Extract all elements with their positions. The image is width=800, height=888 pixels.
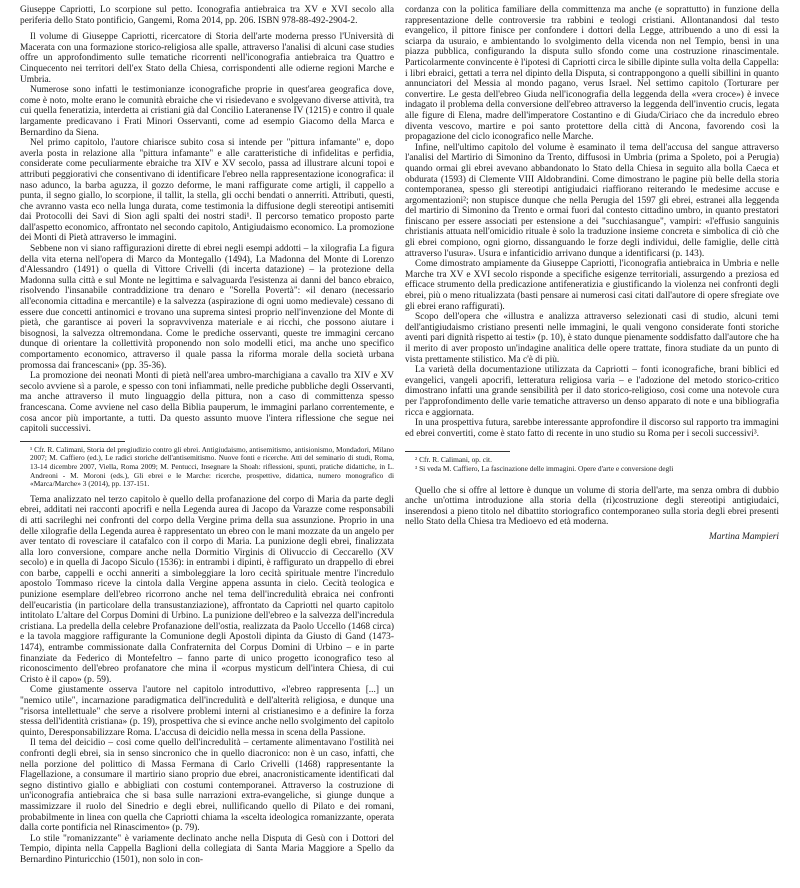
paragraph: Sebbene non vi siano raffigurazioni dirette di ebrei negli esempi addotti – la xilografia La figura della vita eterna nell'opera di Marco da Montegallo (1494), La Madonna del Monte di Lorenzo d'Alessandro (1491) o quella di Vittore Crivelli (di incerta datazione) – la protezione della Madonna sulla città e sul Monte ne legittima e salvaguarda l'esistenza ai danni del banco ebraico, risolvendo l'insanabile contraddizione tra denaro e "Sorella Povertà": «il denaro (necessario all'economia cittadina e mercantile) e la salvezza (aspirazione di ogni uomo medievale) cessano di essere due concetti antinomici e trovano una suprema sintesi proprio nell'invenzione del Monte di pietà, che garantisce ai poveri la sopravvivenza materiale e ai ricchi, che possono aiutare i bisognosi, la salvezza oltremondana. Come le prediche osservanti, queste tre immagini cercano dunque di orientare la collettività proponendo non solo modelli etici, ma anche uno specifico comportamento economico, attraverso il quale passa la riforma morale della società urbana promossa dai francescani» (pp. 35-36).	[20, 244, 394, 371]
paragraph: Il volume di Giuseppe Capriotti, ricercatore di Storia dell'arte moderna presso l'Università di Macerata con una formazione storico-religiosa alle spalle, attraverso l'analisi di alcuni case studies offre un approfondimento sulle tematiche ricorrenti nell'iconografia antiebraica tra Quattro e Cinquecento nei territori dell'ex Stato della Chiesa, corrispondenti alle odierne regioni Marche e Umbria.	[20, 32, 394, 85]
footnote-rule	[405, 451, 510, 452]
book-citation-header: Giuseppe Capriotti, Lo scorpione sul petto. Iconografia antiebraica tra XV e XVI secolo alla periferia dello Stato pontificio, Gangemi, Roma 2014, pp. 206. ISBN 978-88-492-2904-2.	[20, 5, 394, 26]
paragraph: cordanza con la politica familiare della committenza ma anche (e soprattutto) in funzione della rappresentazione delle controversie tra rabbini e teologi cristiani. Allontanandosi dal testo evangelico, il pittore finisce per confondere i dottori della Legge, attribuendo a uno di essi la sciarpa da usuraio, e ambientando lo svolgimento della vicenda non nel Tempio, bensì in una piazza pubblica, configurando la disputa sullo sfondo come una costruzione rinascimentale. Particolarmente convincente è l'ipotesi di Capriotti circa le sibille dipinte sulla volta della Cappella: i libri ebraici, gettati a terra nel dipinto della Disputa, si contrappongono a quelli sibillini in quanto annunciatori del Messia al mondo pagano, verus Israel. Nel settimo capitolo (Torturare per convertire. Le gesta dell'ebreo Giuda nell'iconografia della leggenda della «vera croce») è invece indagato il problema della conversione dell'ebreo attraverso la leggenda dell'inventio crucis, legata alle figure di Elena, madre dell'imperatore Costantino e di Giuda/Ciriaco che da incredulo ebreo diventa vescovo, martire e poi santo protettore della città di Ancona, favorendo così la propagazione del ciclo iconografico nelle Marche.	[405, 5, 779, 143]
author-signature: Martina Mampieri	[708, 531, 779, 542]
paragraph: Nel primo capitolo, l'autore chiarisce subito cosa si intende per "pittura infamante" e, dopo averla posta in relazione alla "pittura infamante" e alle caratteristiche di infidelitas e perfidia, considerate come peculiarmente ebraiche tra XIV e XV secolo, passa ad illustrare alcuni topoi e attributi peggiorativi che consentivano di identificare l'ebreo nella rappresentazione iconografica: il naso adunco, la barba aguzza, il gozzo deforme, le mani raffigurate come artigli, il cappello a punta, il segno giallo, lo scorpione, il tallit, la stella, gli occhi bendati o annerriti. Attributi, questi, che avranno vasta eco nella lunga durata, come testimonia la diffusione degli stereotipi antisemiti dai Protocolli dei Savi di Sion agli spalti dei nostri stadi¹. Il percorso tematico proposto parte dall'aspetto economico, affrontato nel secondo capitolo, Antigiudaismo economico. La promozione dei Monti di Pietà attraverso le immagini.	[20, 138, 394, 244]
footnote-1: ¹ Cfr. R. Calimani, Storia del pregiudizio contro gli ebrei. Antigiudaismo, antisemitismo, antisionismo, Mondadori, Milano 2007; M. Caffiero (ed.), Le radici storiche dell'antisemitismo. Nuove fonti e ricerche. Atti del seminario di studi, Roma, 13-14 dicembre 2007, Viella, Roma 2009; M. Pentucci, Insegnare la Shoah: riflessioni, spunti, pratiche didattiche, in L. Andreoni - M. Moroni (eds.), Gli ebrei e le Marche: ricerche, prospettive, didattica, numero monografico di «Marca/Marche» 3 (2014), pp. 137-151.	[30, 444, 394, 489]
paragraph: La promozione dei neonati Monti di pietà nell'area umbro-marchigiana a cavallo tra XIV e XV secolo avviene sì a parole, e spesso con toni infiammati, nelle prediche pubbliche degli Osservanti, ma anche attraverso il muto linguaggio della pittura, non a caso di committenza spesso francescana. Come avviene nel caso della Biblia pauperum, le immagini parlano correntemente, e cosa ancor più importante, a tutti. Da questo assunto muove l'intera riflessione che segue nei capitoli successivi.	[20, 371, 394, 435]
paragraph: Lo stile "romanizzante" è variamente declinato anche nella Disputa di Gesù con i Dottori del Tempio, dipinta nella Cappella Baglioni della collegiata di Santa Maria Maggiore a Spello da Bernardino Pinturicchio (1501), non solo in con-	[20, 833, 394, 865]
paragraph: In una prospettiva futura, sarebbe interessante approfondire il discorso sul rapporto tra immagini ed ebrei convertiti, come è stato fatto di recente in uno studio su Roma per i secoli successivi³.	[405, 418, 779, 439]
paragraph: Scopo dell'opera che «illustra e analizza attraverso selezionati casi di studio, alcuni temi dell'antigiudaismo cristiano presenti nelle immagini, le quali vengono considerate fonti storiche aventi pari dignità rispetto ai testi» (p. 10), è stato dunque pienamente soddisfatto dall'autore che ha il merito di aver proposto un'indagine analitica delle opere trattate, finora studiate da un punto di vista prettamente stilistico. Ma c'è di più.	[405, 312, 779, 365]
footnote-3: ³ Si veda M. Caffiero, La fascinazione delle immagini. Opere d'arte e conversione degli	[415, 463, 674, 473]
paragraph: Numerose sono infatti le testimonianze iconografiche proprie in quest'area geografica dove, come è noto, molte erano le comunità ebraiche che vi risiedevano e svolgevano diverse attività, tra cui quella feneratizia, interdetta ai cristiani già dal Concilio Lateranense IV (1215) e contro il quale largamente predicavano i Frati Minori Osservanti, come ad esempio Giacomo della Marca e Bernardino da Siena.	[20, 85, 394, 138]
paragraph: La varietà della documentazione utilizzata da Capriotti – fonti iconografiche, brani biblici ed evangelici, vangeli apocrifi, letteratura religiosa varia – e l'adozione del metodo storico-critico dimostrano infatti una grande sensibilità per il dato storico-religioso, così come una notevole cura per l'approfondimento delle varie tematiche attraverso un denso apparato di note e una bibliografia ricca e aggiornata.	[405, 365, 779, 418]
paragraph: Tema analizzato nel terzo capitolo è quello della profanazione del corpo di Maria da parte degli ebrei, additati nei racconti apocrifi e nella Legenda aurea di Jacopo da Varazze come responsabili di atti sacrileghi nei confronti del corpo della Vergine prima della sua assunzione. Proprio in una delle xilografie della Legenda aurea è rappresentato un ebreo con le mani mozzate da un angelo per aver tentato di rovesciare il catafalco con il corpo di Maria. La punizione degli ebrei, finalizzata alla loro conversione, compare anche nella Dormitio Virginis di Olivuccio di Ceccarello (XV secolo) e in quella di Jacopo Siculo (1536): in entrambi i dipinti, è raffigurato un drappello di ebrei con barbe, cappelli e occhi anneriti a simboleggiare la loro cecità spirituale mentre l'incredulo apostolo Tommaso riceve la cintola dalla Vergine appena assunta in cielo. Cecità teologica e punizione esemplare dell'ebreo ricorrono anche nel tema dell'incredulità ebraica nei confronti dell'eucaristia (in particolare della transustanziazione), affrontato da Capriotti nel quarto capitolo intitolato L'altare del Corpus Domini di Urbino. La punizione dell'ebreo e la salvezza dell'incredula cristiana. La predella della celebre Profanazione dell'ostia, realizzata da Paolo Uccello (1468 circa) e la tavola maggiore raffigurante la Comunione degli Apostoli dipinta da Giusto di Gand (1473-1474), entrambe commissionate dalla Confraternita del Corpus Domini di Urbino – e in parte finanziate da Federico di Montefeltro – fanno parte di unico progetto iconografico teso al riconoscimento dell'ebreo profanatore che mina il «corpus mysticum dell'intera Chiesa, di cui Cristo è il capo» (p. 59).	[20, 494, 394, 685]
closing-paragraph: Quello che si offre al lettore è dunque un volume di storia dell'arte, ma senza ombra di dubbio anche un'ottima introduzione alla storia della (ri)costruzione degli stereotipi antigiudaici, inserendosi a pieno titolo nel dibattito storiografico contemporaneo sulla storia degli ebrei presenti nello Stato della Chiesa tra Medioevo ed età moderna.	[405, 485, 779, 528]
paragraph: Come dimostrato ampiamente da Giuseppe Capriotti, l'iconografia antiebraica in Umbria e nelle Marche tra XV e XVI secolo risponde a specifiche esigenze territoriali, assurgendo a preziosa ed efficace strumento della predicazione antifeneratizia e giustificando la violenza nei confronti degli ebrei, più o meno ritualizzata (basti pensare ai numerosi casi citati dall'autore di opere sfregiate ove gli ebrei erano raffigurati).	[405, 259, 779, 312]
paragraph: Infine, nell'ultimo capitolo del volume è esaminato il tema dell'accusa del sangue attraverso l'analisi del Martirio di Simonino da Trento, diffusosi in Umbria (prima a Spoleto, poi a Perugia) quando ormai gli ebrei avevano abbandonato lo Stato della Chiesa in seguito alla bolla Caeca et obdurata (1593) di Clemente VIII Aldobrandini. Come dimostrano le pagine più belle della storia contemporanea, spesso gli stereotipi antigiudaici riaffiorano reiterando le medesime accuse e argomentazioni²; non stupisce dunque che nella Perugia del 1597 gli ebrei, estranei alla leggenda del martirio di Simonino da Trento e ormai fuori dal contesto cittadino umbro, in quanto prestatori finiscano per essere associati per estensione a dei "succhiasangue", vampiri: «l'effusio sanguinis christianis attuata nell'omicidio rituale è solo la traduzione insieme concreta e simbolica di ciò che gli ebrei compiono, ogni giorno, dissanguando le forze degli individui, delle famiglie, delle città attraverso l'usura». Usura e infanticidio arrivano dunque a identificarsi (p. 143).	[405, 142, 779, 259]
footnote-rule	[20, 441, 125, 442]
paragraph: Come giustamente osserva l'autore nel capitolo introduttivo, «l'ebreo rappresenta [...] un "nemico utile", incarnazione paradigmatica dell'incredulità e dell'alterità religiosa, e dunque una "risorsa intellettuale" che serve a risolvere problemi interni al cristianesimo e a definire la forza stessa dell'identità cristiana» (p. 19), prospettiva che si evince anche nello svolgimento del capitolo quinto, Deresponsabilizzare Roma. L'accusa di deicidio nella messa in scena della Passione.	[20, 685, 394, 738]
right-column	[405, 5, 779, 543]
left-column	[20, 5, 394, 866]
footnote-2: ² Cfr. R. Calimani, op. cit.	[415, 455, 492, 465]
paragraph: Il tema del deicidio – così come quello dell'incredulità – certamente alimentavano l'ostilità nei confronti degli ebrei, sia in senso sincronico che in quello diacronico: non è un caso, infatti, che nella porzione del polittico di Massa Fermana di Carlo Crivelli (1468) rappresentante la Flagellazione, a consumare il martirio siano proprio due ebrei, anacronisticamente identificati dal segno distintivo giallo e abbigliati con costumi contemporanei. Attraverso la costruzione di un'iconografia antiebraica che si basa sulle narrazioni extra-evangeliche, si giunge dunque a massimizzare il ruolo del Sinedrio e degli ebrei, nullificando quello di Pilato e dei romani, probabilmente in linea con quella che Capriotti chiama la «scelta ideologica romanizzante, operata dalla corte pontificia nel Rinascimento» (p. 79).	[20, 738, 394, 834]
